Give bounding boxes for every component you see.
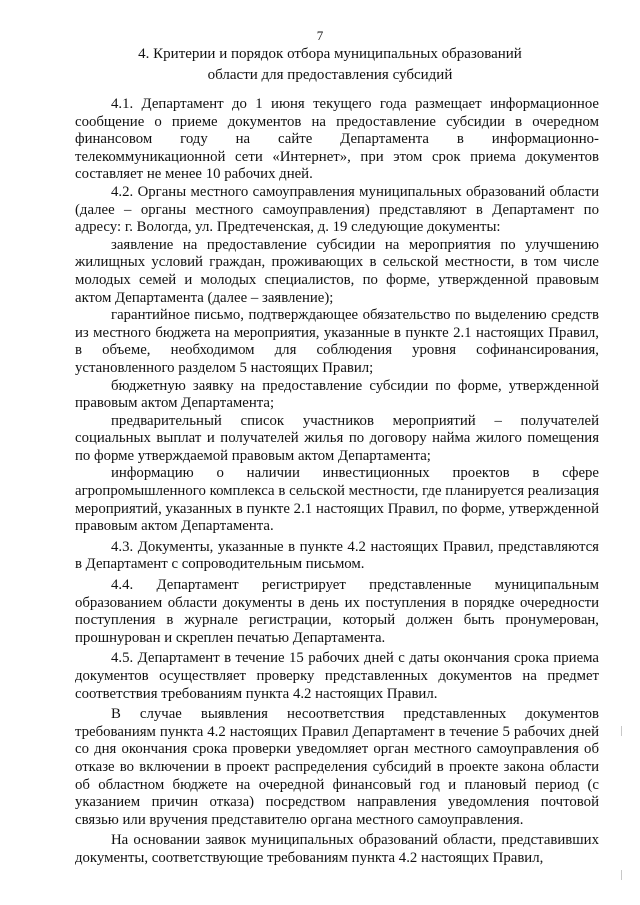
paragraph-distribution: На основании заявок муниципальных образований области, представивших документы, соответствующие требованиям пункта 4.2 настоящих Правил,	[75, 832, 599, 866]
section-heading-line-2: области для предоставления субсидий	[207, 67, 453, 83]
list-item-budget-request: бюджетную заявку на предоставление субсидии по форме, утвержденной правовым актом Департамента;	[75, 377, 599, 412]
list-item-investment-info: информацию о наличии инвестиционных проектов в сфере агропромышленного комплекса в сельской местности, где планируется реализация мероприятий, указанных в пункте 2.1 настоящих Правил, по форме, утвержденной правовым актом Департамента.	[75, 465, 599, 535]
list-item-guarantee-letter: гарантийное письмо, подтверждающее обязательство по выделению средств из местного бюджета на мероприятия, указанные в пункте 2.1 настоящих Правил, в объеме, необходимом для соблюдения уровня софинансирования, установленного разделом 5 настоящих Правил;	[75, 307, 599, 376]
list-item-participants-list: предварительный список участников мероприятий – получателей социальных выплат и получателей жилья по договору найма жилого помещения по форме утверждаемой правовым актом Департамента;	[75, 412, 599, 464]
paragraph-4-2: 4.2. Органы местного самоуправления муниципальных образований области (далее – органы местного самоуправления) представляют в Департамент по адресу: г. Вологда, ул. Предтеченская, д. 19 следующие документы:	[75, 183, 599, 236]
scan-margin-mark	[621, 726, 622, 736]
list-item-application: заявление на предоставление субсидии на мероприятия по улучшению жилищных условий граждан, проживающих в сельской местности, в том числе молодых семей и молодых специалистов, по форме, утвержденной правовым актом Департамента (далее – заявление);	[75, 236, 599, 306]
section-heading-line-1: 4. Критерии и порядок отбора муниципальных образований	[138, 46, 522, 62]
paragraph-4-4: 4.4. Департамент регистрирует представленные муниципальным образованием области документы в день их поступления в порядке очередности поступления в журнале регистрации, который должен быть пронумерован, прошнурован и скреплен печатью Департамента.	[75, 577, 599, 646]
paragraph-refusal: В случае выявления несоответствия представленных документов требованиям пункта 4.2 настоящих Правил Департамент в течение 5 рабочих дней со дня окончания срока проверки уведомляет орган местного самоуправления об отказе во включении в проект распределения субсидий в проекте закона области об областном бюджете на очередной финансовый год и плановый период (с указанием причин отказа) посредством направления уведомления почтовой связью или вручения представителю органа местного самоуправления.	[75, 706, 599, 828]
page-number: 7	[316, 28, 324, 43]
paragraph-4-3: 4.3. Документы, указанные в пункте 4.2 настоящих Правил, представляются в Департамент с сопроводительным письмом.	[75, 538, 599, 573]
paragraph-4-1: 4.1. Департамент до 1 июня текущего года размещает информационное сообщение о приеме документов на предоставление субсидии в очередном финансовом году на сайте Департамента в информационно-телекоммуникационной сети «Интернет», при этом срок приема документов составляет не менее 10 рабочих дней.	[75, 96, 599, 183]
section-heading	[60, 44, 600, 86]
paragraph-4-5: 4.5. Департамент в течение 15 рабочих дней с даты окончания срока приема документов осуществляет проверку представленных документов на предмет соответствия требованиям пункта 4.2 настоящих Правил.	[75, 650, 599, 702]
document-body	[75, 96, 599, 868]
scan-margin-mark	[621, 870, 622, 880]
